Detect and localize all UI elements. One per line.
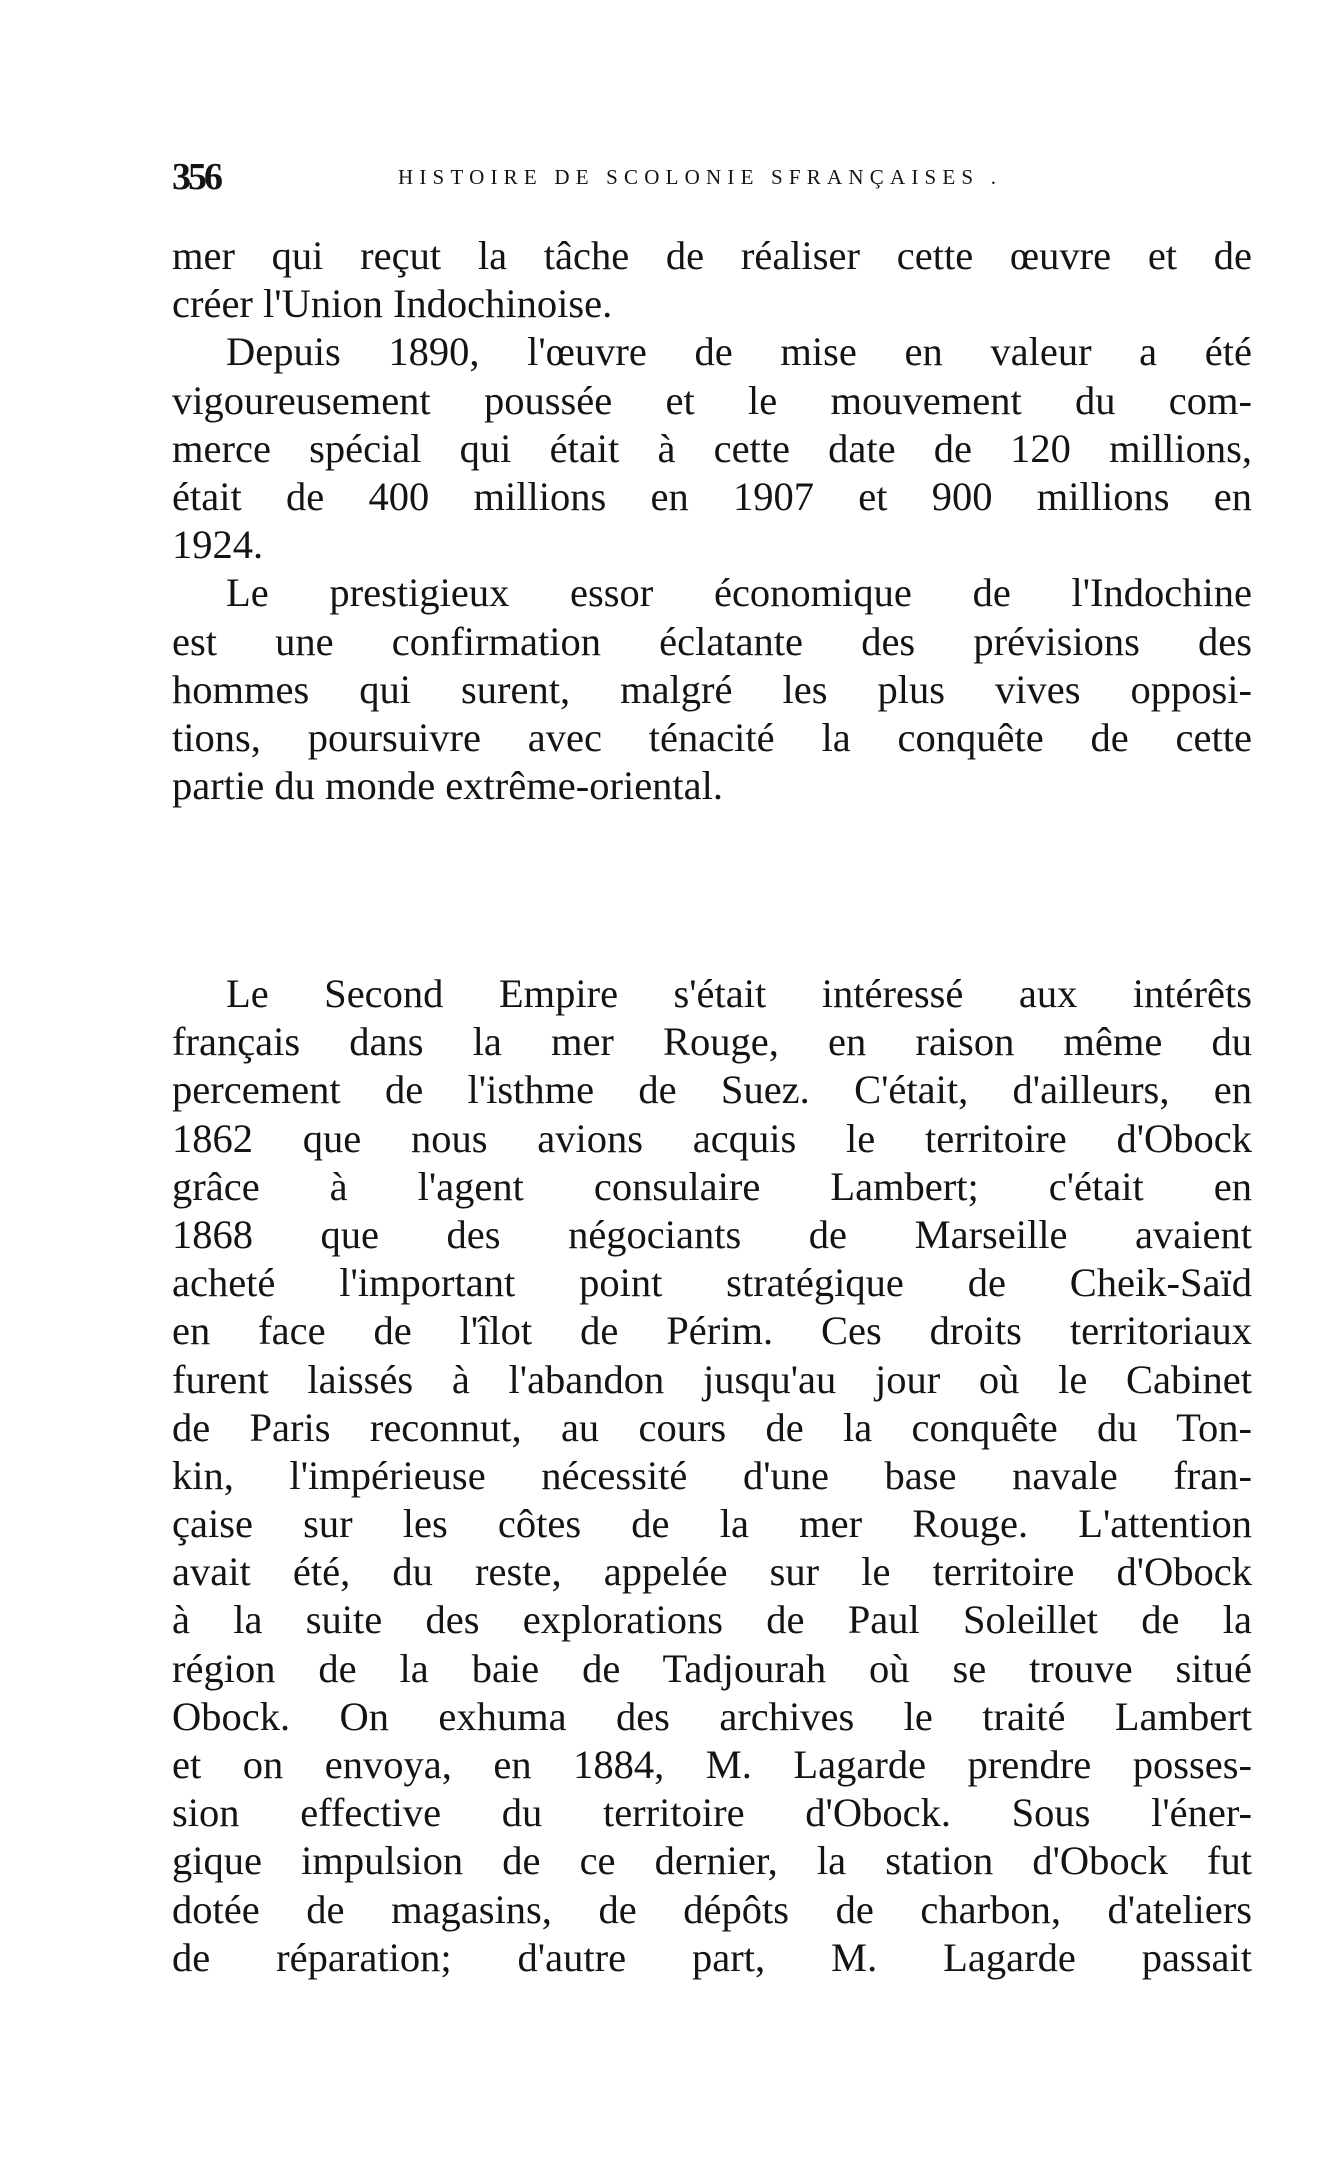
page-number: 356 [172, 156, 220, 198]
text-line: de Paris reconnut, au cours de la conquête du Ton- [172, 1404, 1252, 1450]
text-line: Le Second Empire s'était intéressé aux intérêts [226, 971, 1252, 1016]
text-line: acheté l'important point stratégique de Cheik-Saïd [172, 1260, 1252, 1306]
text-line: région de la baie de Tadjourah où se trouve situé [172, 1645, 1252, 1691]
text-line: dotée de magasins, de dépôts de charbon, d'ateliers [172, 1886, 1252, 1932]
text-line: kin, l'impérieuse nécessité d'une base navale fran- [172, 1452, 1252, 1498]
text-block-indochine [172, 232, 1252, 810]
text-line: partie du monde extrême-oriental. [172, 763, 724, 809]
text-line: hommes qui surent, malgré les plus vives opposi- [172, 666, 1252, 712]
text-line: grâce à l'agent consulaire Lambert; c'était en [172, 1163, 1252, 1209]
text-line: est une confirmation éclatante des prévisions des [172, 618, 1252, 664]
text-line: de réparation; d'autre part, M. Lagarde passait [172, 1934, 1252, 1980]
text-line: et on envoya, en 1884, M. Lagarde prendre posses- [172, 1742, 1252, 1787]
text-line: furent laissés à l'abandon jusqu'au jour où le Cabinet [172, 1356, 1252, 1402]
text-line: 1924. [172, 522, 264, 568]
text-line: Obock. On exhuma des archives le traité Lambert [172, 1693, 1252, 1739]
text-line: français dans la mer Rouge, en raison même du [172, 1019, 1252, 1065]
page-header [172, 155, 1252, 205]
text-line: 1868 que des négociants de Marseille avaient [172, 1211, 1252, 1257]
text-line: percement de l'isthme de Suez. C'était, d'ailleurs, en [172, 1067, 1252, 1113]
text-line: çaise sur les côtes de la mer Rouge. L'attention [172, 1501, 1252, 1547]
text-line: en face de l'îlot de Périm. Ces droits territoriaux [172, 1308, 1252, 1354]
text-line: gique impulsion de ce dernier, la station d'Obock fut [172, 1838, 1252, 1884]
text-line: créer l'Union Indochinoise. [172, 281, 613, 327]
text-block-obock [172, 970, 1252, 1982]
text-line: 1862 que nous avions acquis le territoire d'Obock [172, 1115, 1252, 1161]
running-title: HISTOIRE DE SCOLONIE SFRANÇAISES . [398, 165, 1003, 189]
text-line: sion effective du territoire d'Obock. Sous l'éner- [172, 1790, 1252, 1836]
text-line: mer qui reçut la tâche de réaliser cette œuvre et de [172, 233, 1252, 278]
text-line: Depuis 1890, l'œuvre de mise en valeur a été [226, 329, 1252, 375]
text-line: avait été, du reste, appelée sur le territoire d'Obock [172, 1549, 1252, 1595]
text-line: vigoureusement poussée et le mouvement du com- [172, 377, 1252, 423]
text-line: tions, poursuivre avec ténacité la conquête de cette [172, 714, 1252, 760]
text-line: merce spécial qui était à cette date de 120 millions, [172, 425, 1252, 471]
text-line: était de 400 millions en 1907 et 900 millions en [172, 473, 1252, 519]
text-line: à la suite des explorations de Paul Soleillet de la [172, 1597, 1252, 1643]
text-line: Le prestigieux essor économique de l'Indochine [226, 570, 1252, 616]
